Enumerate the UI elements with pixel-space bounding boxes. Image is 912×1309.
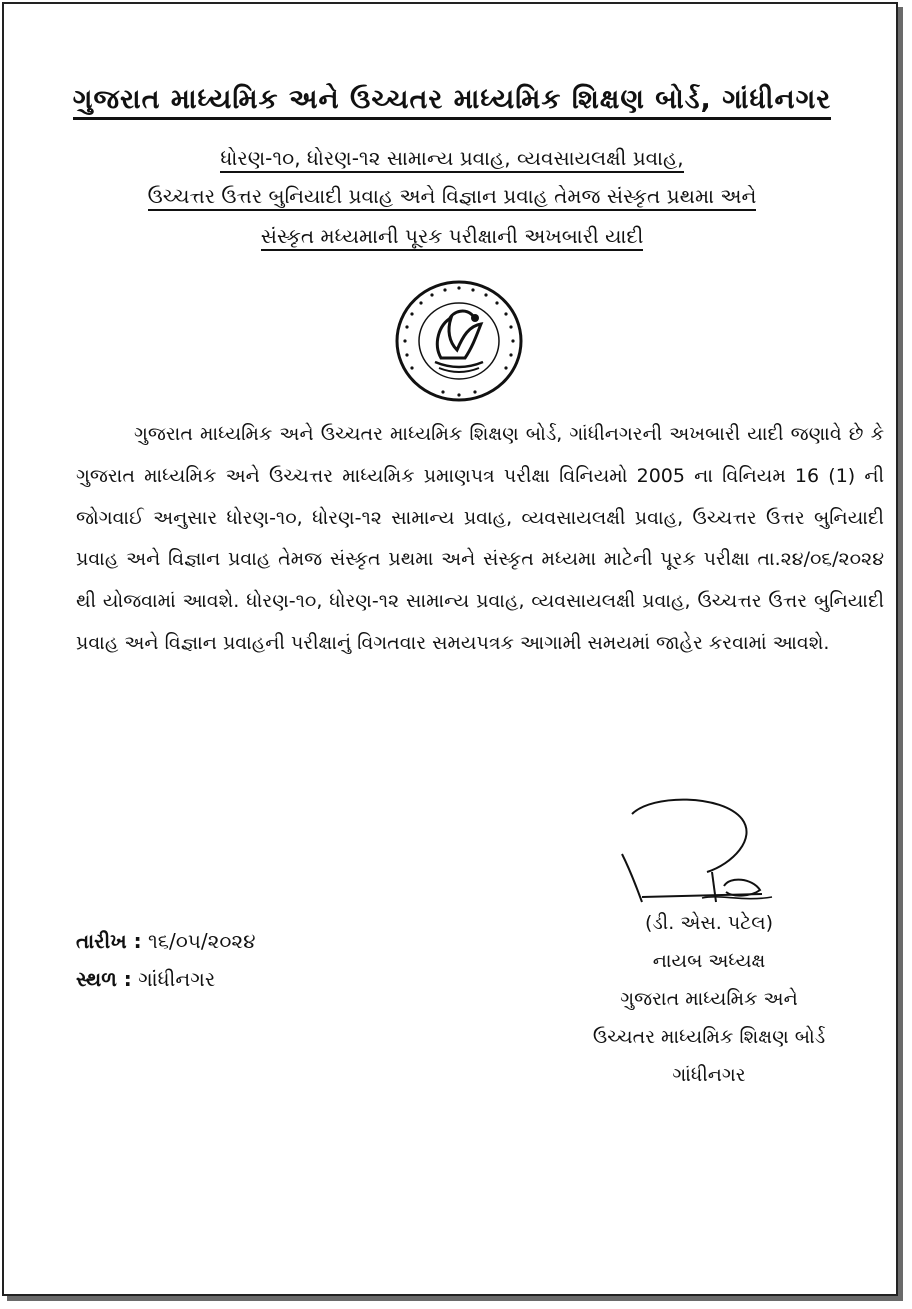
date-label: તારીખ : [76, 929, 142, 953]
place-line [76, 967, 215, 991]
press-release-paragraph: ગુજરાત માધ્યમિક અને ઉચ્ચતર માધ્યમિક શિક્ષણ બોર્ડ, ગાંધીનગરની અખબારી યાદી જણાવે છે કે ગુજરાત માધ્યમિક અને ઉચ્ચત્તર માધ્યમિક પ્રમાણપત્ર પરીક્ષા વિનિયમો 2005 ના વિનિયમ 16 (1) ની જોગવાઈ અનુસાર ધોરણ-૧૦, ધોરણ-૧૨ સામાન્ય પ્રવાહ, વ્યવસાયલક્ષી પ્રવાહ, ઉચ્ચત્તર ઉત્તર બુનિયાદી પ્રવાહ અને વિજ્ઞાન પ્રવાહ તેમજ સંસ્કૃત પ્રથમા અને સંસ્કૃત મધ્યમા માટેની પૂરક પરીક્ષા તા.૨૪/૦૬/૨૦૨૪ થી યોજવામાં આવશે. ધોરણ-૧૦, ધોરણ-૧૨ સામાન્ય પ્રવાહ, વ્યવસાયલક્ષી પ્રવાહ, ઉચ્ચત્તર ઉત્તર બુનિયાદી પ્રવાહ અને વિજ્ઞાન પ્રવાહની પરીક્ષાનું વિગતવાર સમયપત્રક આગામી સમયમાં જાહેર કરવામાં આવશે. [76, 423, 884, 654]
document-title [4, 84, 900, 116]
board-seal-icon [393, 278, 525, 404]
signatory-org-line-2: ઉચ્ચતર માધ્યમિક શિક્ષણ બોર્ડ [592, 1026, 826, 1048]
subtitle-line-1-text: ધોરણ-૧૦, ધોરણ-૧૨ સામાન્ય પ્રવાહ, વ્યવસાયલક્ષી પ્રવાહ, [220, 146, 683, 173]
place-label: સ્થળ : [76, 967, 132, 991]
date-line [76, 929, 256, 953]
document-title-text: ગુજરાત માધ્યમિક અને ઉચ્ચતર માધ્યમિક શિક્ષણ બોર્ડ, ગાંધીનગર [73, 84, 832, 120]
subtitle-line-2-text: ઉચ્ચત્તર ઉત્તર બુનિયાદી પ્રવાહ અને વિજ્ઞાન પ્રવાહ તેમજ સંસ્કૃત પ્રથમા અને [148, 184, 757, 211]
subtitle-line-2 [44, 184, 860, 208]
signatory-org-line-1: ગુજરાત માધ્યમિક અને [620, 988, 798, 1010]
date-value: ૧૬/૦૫/૨૦૨૪ [147, 929, 256, 953]
document-page [2, 2, 898, 1296]
signatory-city: ગાંધીનગર [672, 1064, 746, 1086]
signatory-name: (ડી. એસ. પટેલ) [644, 912, 774, 934]
subtitle-line-3 [44, 224, 860, 248]
place-value: ગાંધીનગર [138, 967, 216, 991]
signatory-designation: નાયબ અધ્યક્ષ [652, 950, 766, 972]
subtitle-line-3-text: સંસ્કૃત મધ્યમાની પૂરક પરીક્ષાની અખબારી યાદી [261, 224, 644, 251]
signatory-block [544, 904, 874, 1094]
subtitle-line-1 [44, 146, 860, 170]
handwritten-signature [612, 794, 802, 909]
